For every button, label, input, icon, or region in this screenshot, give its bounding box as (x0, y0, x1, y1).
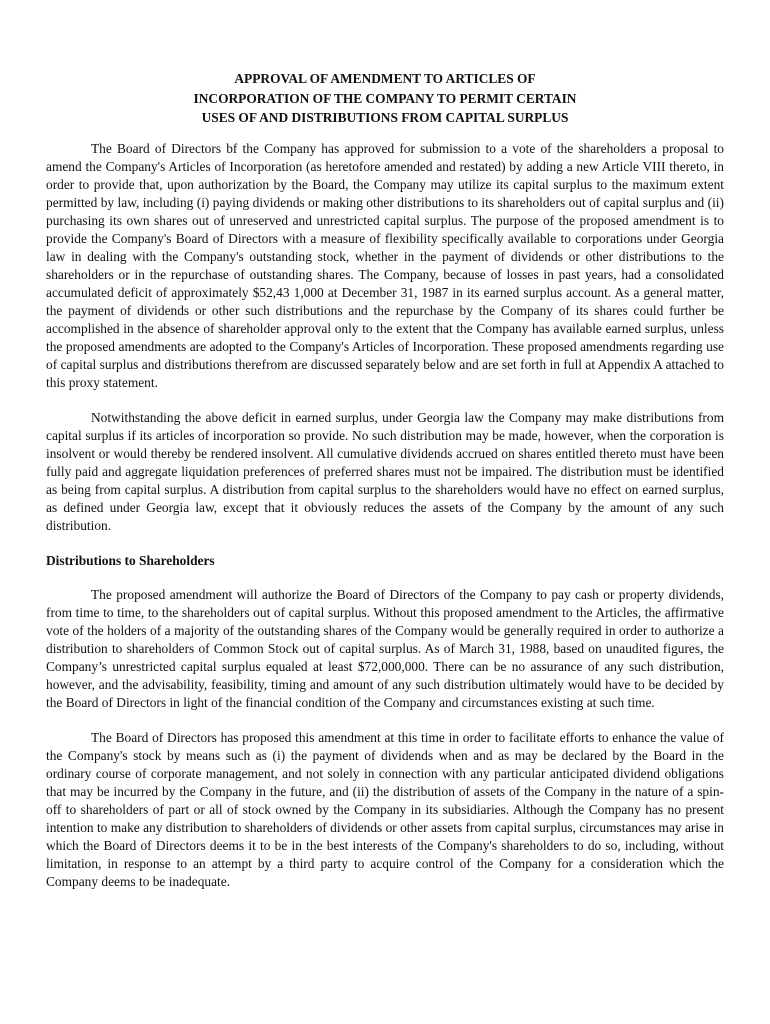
paragraph-board-rationale: The Board of Directors has proposed this amendment at this time in order to facilitate efforts to enhance the value of the Company's stock by means such as (i) the payment of dividends when and as may be declared by the Board in the ordinary course of corporate management, and not solely in connection with any particular anticipated dividend obligations that may be incurred by the Company in the future, and (ii) the distribution of assets of the Company in the nature of a spin-off to shareholders of part or all of stock owned by the Company in its subsidiaries. Although the Company has no present intention to make any distribution to shareholders of dividends or other assets from capital surplus, circumstances may arise in which the Board of Directors deems it to be in the best interests of the Company's shareholders to do so, including, without limitation, in response to an attempt by a third party to acquire control of the Company for a consideration which the Company deems to be inadequate. (46, 729, 724, 889)
title-line-3: USES OF AND DISTRIBUTIONS FROM CAPITAL SURPLUS (201, 110, 569, 125)
paragraph-distributions-authorization: The proposed amendment will authorize the Board of Directors of the Company to pay cash or property dividends, from time to time, to the shareholders out of capital surplus. Without this proposed amendment to the Articles, the affirmative vote of the holders of a majority of the outstanding shares of the Company would be generally required in order to authorize a distribution to shareholders of Common Stock out of capital surplus. As of March 31, 1988, based on unaudited figures, the Company’s unrestricted capital surplus equaled at least $72,000,000. There can be no assurance of any such distribution, however, and the advisability, feasibility, timing and amount of any such distribution ultimately would have to be decided by the Board of Directors in light of the financial condition of the Company and circumstances existing at such time. (46, 586, 724, 710)
paragraph-amendment-overview: The Board of Directors bf the Company has approved for submission to a vote of the shareholders a proposal to amend the Company's Articles of Incorporation (as heretofore amended and restated) by adding a new Article VIII thereto, in order to provide that, upon authorization by the Board, the Company may utilize its capital surplus to the maximum extent permitted by law, including (i) paying dividends or making other distributions to its shareholders out of capital surplus and (ii) purchasing its own shares out of unreserved and unrestricted capital surplus. The purpose of the proposed amendment is to provide the Company's Board of Directors with a measure of flexibility specifically available to corporations under Georgia law in dealing with the Company's outstanding stock, whether in the payment of dividends or other distributions to the shareholders or in the repurchase of outstanding shares. The Company, because of losses in past years, had a consolidated accumulated deficit of approximately $52,43 1,000 at December 31, 1987 in its earned surplus account. As a general matter, the payment of dividends or other such distributions and the repurchase by the Company of its shares could further be accomplished in the absence of shareholder approval only to the extent that the Company has available earned surplus, unless the proposed amendments are adopted to the Company's Articles of Incorporation. These proposed amendments regarding use of capital surplus and distributions therefrom are discussed separately below and are set forth in full at Appendix A attached to this proxy statement. (46, 140, 724, 390)
document-title (46, 69, 724, 128)
title-line-1: APPROVAL OF AMENDMENT TO ARTICLES OF (234, 71, 536, 86)
paragraph-georgia-law: Notwithstanding the above deficit in earned surplus, under Georgia law the Company may make distributions from capital surplus if its articles of incorporation so provide. No such distribution may be made, however, when the corporation is insolvent or would thereby be rendered insolvent. All cumulative dividends accrued on shares entitled thereto must have been fully paid and aggregate liquidation preferences of preferred shares must not be impaired. The distribution must be identified as being from capital surplus. A distribution from capital surplus to the shareholders would have no effect on earned surplus, as defined under Georgia law, except that it obviously reduces the assets of the Company by the amount of any such distribution. (46, 409, 724, 533)
section-heading: Distributions to Shareholders (46, 552, 215, 568)
title-line-2: INCORPORATION OF THE COMPANY TO PERMIT CERTAIN (193, 90, 577, 106)
